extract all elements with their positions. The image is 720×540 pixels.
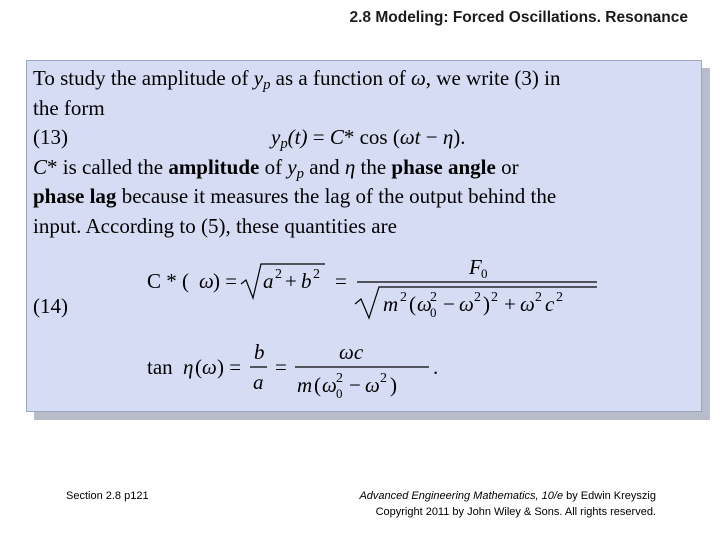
svg-text:ωc: ωc [339, 340, 364, 364]
footer-section-ref: Section 2.8 p121 [66, 490, 149, 502]
equation-14 [147, 246, 607, 406]
svg-text:0: 0 [430, 305, 437, 320]
svg-text:ω: ω [520, 292, 535, 316]
section-title: Modeling: Forced Oscillations. Resonance [375, 9, 688, 26]
svg-text:) =: ) = [213, 269, 238, 293]
svg-text:): ) [390, 373, 397, 397]
svg-text:ω: ω [365, 373, 380, 397]
svg-text:=: = [275, 355, 287, 379]
svg-text:2: 2 [275, 267, 282, 282]
svg-text:(: ( [314, 373, 321, 397]
content-box [26, 60, 702, 412]
eq14-c-lhs: C * ( [147, 269, 189, 293]
svg-text:b: b [301, 269, 312, 293]
text-line-1: To study the amplitude of $y_p$ as a function of ω, we write (3) in [33, 66, 561, 93]
svg-text:2: 2 [380, 371, 387, 386]
svg-text:2: 2 [556, 290, 563, 305]
slide-text [33, 64, 697, 241]
svg-text:a: a [263, 269, 274, 293]
text-line-2: the form [33, 95, 105, 120]
svg-text:F: F [469, 255, 482, 279]
svg-text:2: 2 [400, 290, 407, 305]
svg-text:ω: ω [202, 355, 217, 379]
svg-text:+: + [285, 269, 297, 293]
svg-text:+: + [504, 292, 516, 316]
svg-text:2: 2 [336, 371, 343, 386]
svg-text:2: 2 [474, 290, 481, 305]
text-line-4: C* is called the amplitude of $y_p$ and η the phase angle or [33, 154, 519, 182]
svg-text:2: 2 [491, 290, 498, 305]
svg-text:0: 0 [481, 266, 488, 281]
svg-text:=: = [335, 269, 347, 293]
svg-text:tan: tan [147, 355, 173, 379]
text-line-5: phase lag because it measures the lag of the output behind the [33, 184, 557, 208]
svg-text:−: − [349, 373, 361, 397]
svg-text:−: − [443, 292, 455, 316]
svg-text:ω: ω [199, 269, 214, 293]
svg-text:2: 2 [313, 267, 320, 282]
svg-text:m: m [297, 373, 313, 397]
svg-text:0: 0 [336, 386, 343, 401]
slide-header [349, 9, 688, 27]
svg-text:ω: ω [322, 373, 337, 397]
svg-text:) =: ) = [217, 355, 242, 379]
svg-text:.: . [433, 355, 439, 379]
svg-text:): ) [483, 292, 490, 316]
svg-text:b: b [254, 340, 265, 364]
svg-text:2: 2 [430, 290, 437, 305]
svg-text:a: a [253, 370, 264, 394]
equation-13: (13) $y_p(t) = C*$ cos (ωt − η). [33, 125, 466, 152]
svg-text:(: ( [409, 292, 416, 316]
footer-copyright: Advanced Engineering Mathematics, 10/e by Edwin Kreyszig Copyright 2011 by John Wiley & Sons. All rights reserved. [359, 490, 656, 518]
text-line-6: input. According to (5), these quantities are [33, 213, 397, 238]
svg-text:(: ( [195, 355, 202, 379]
svg-text:2: 2 [535, 290, 542, 305]
svg-text:m: m [383, 292, 399, 316]
equation-14-label: (14) [33, 294, 68, 318]
section-number: 2.8 [349, 9, 372, 26]
svg-text:c: c [545, 292, 555, 316]
svg-text:ω: ω [417, 292, 432, 316]
svg-text:ω: ω [459, 292, 474, 316]
svg-text:η: η [183, 355, 194, 379]
